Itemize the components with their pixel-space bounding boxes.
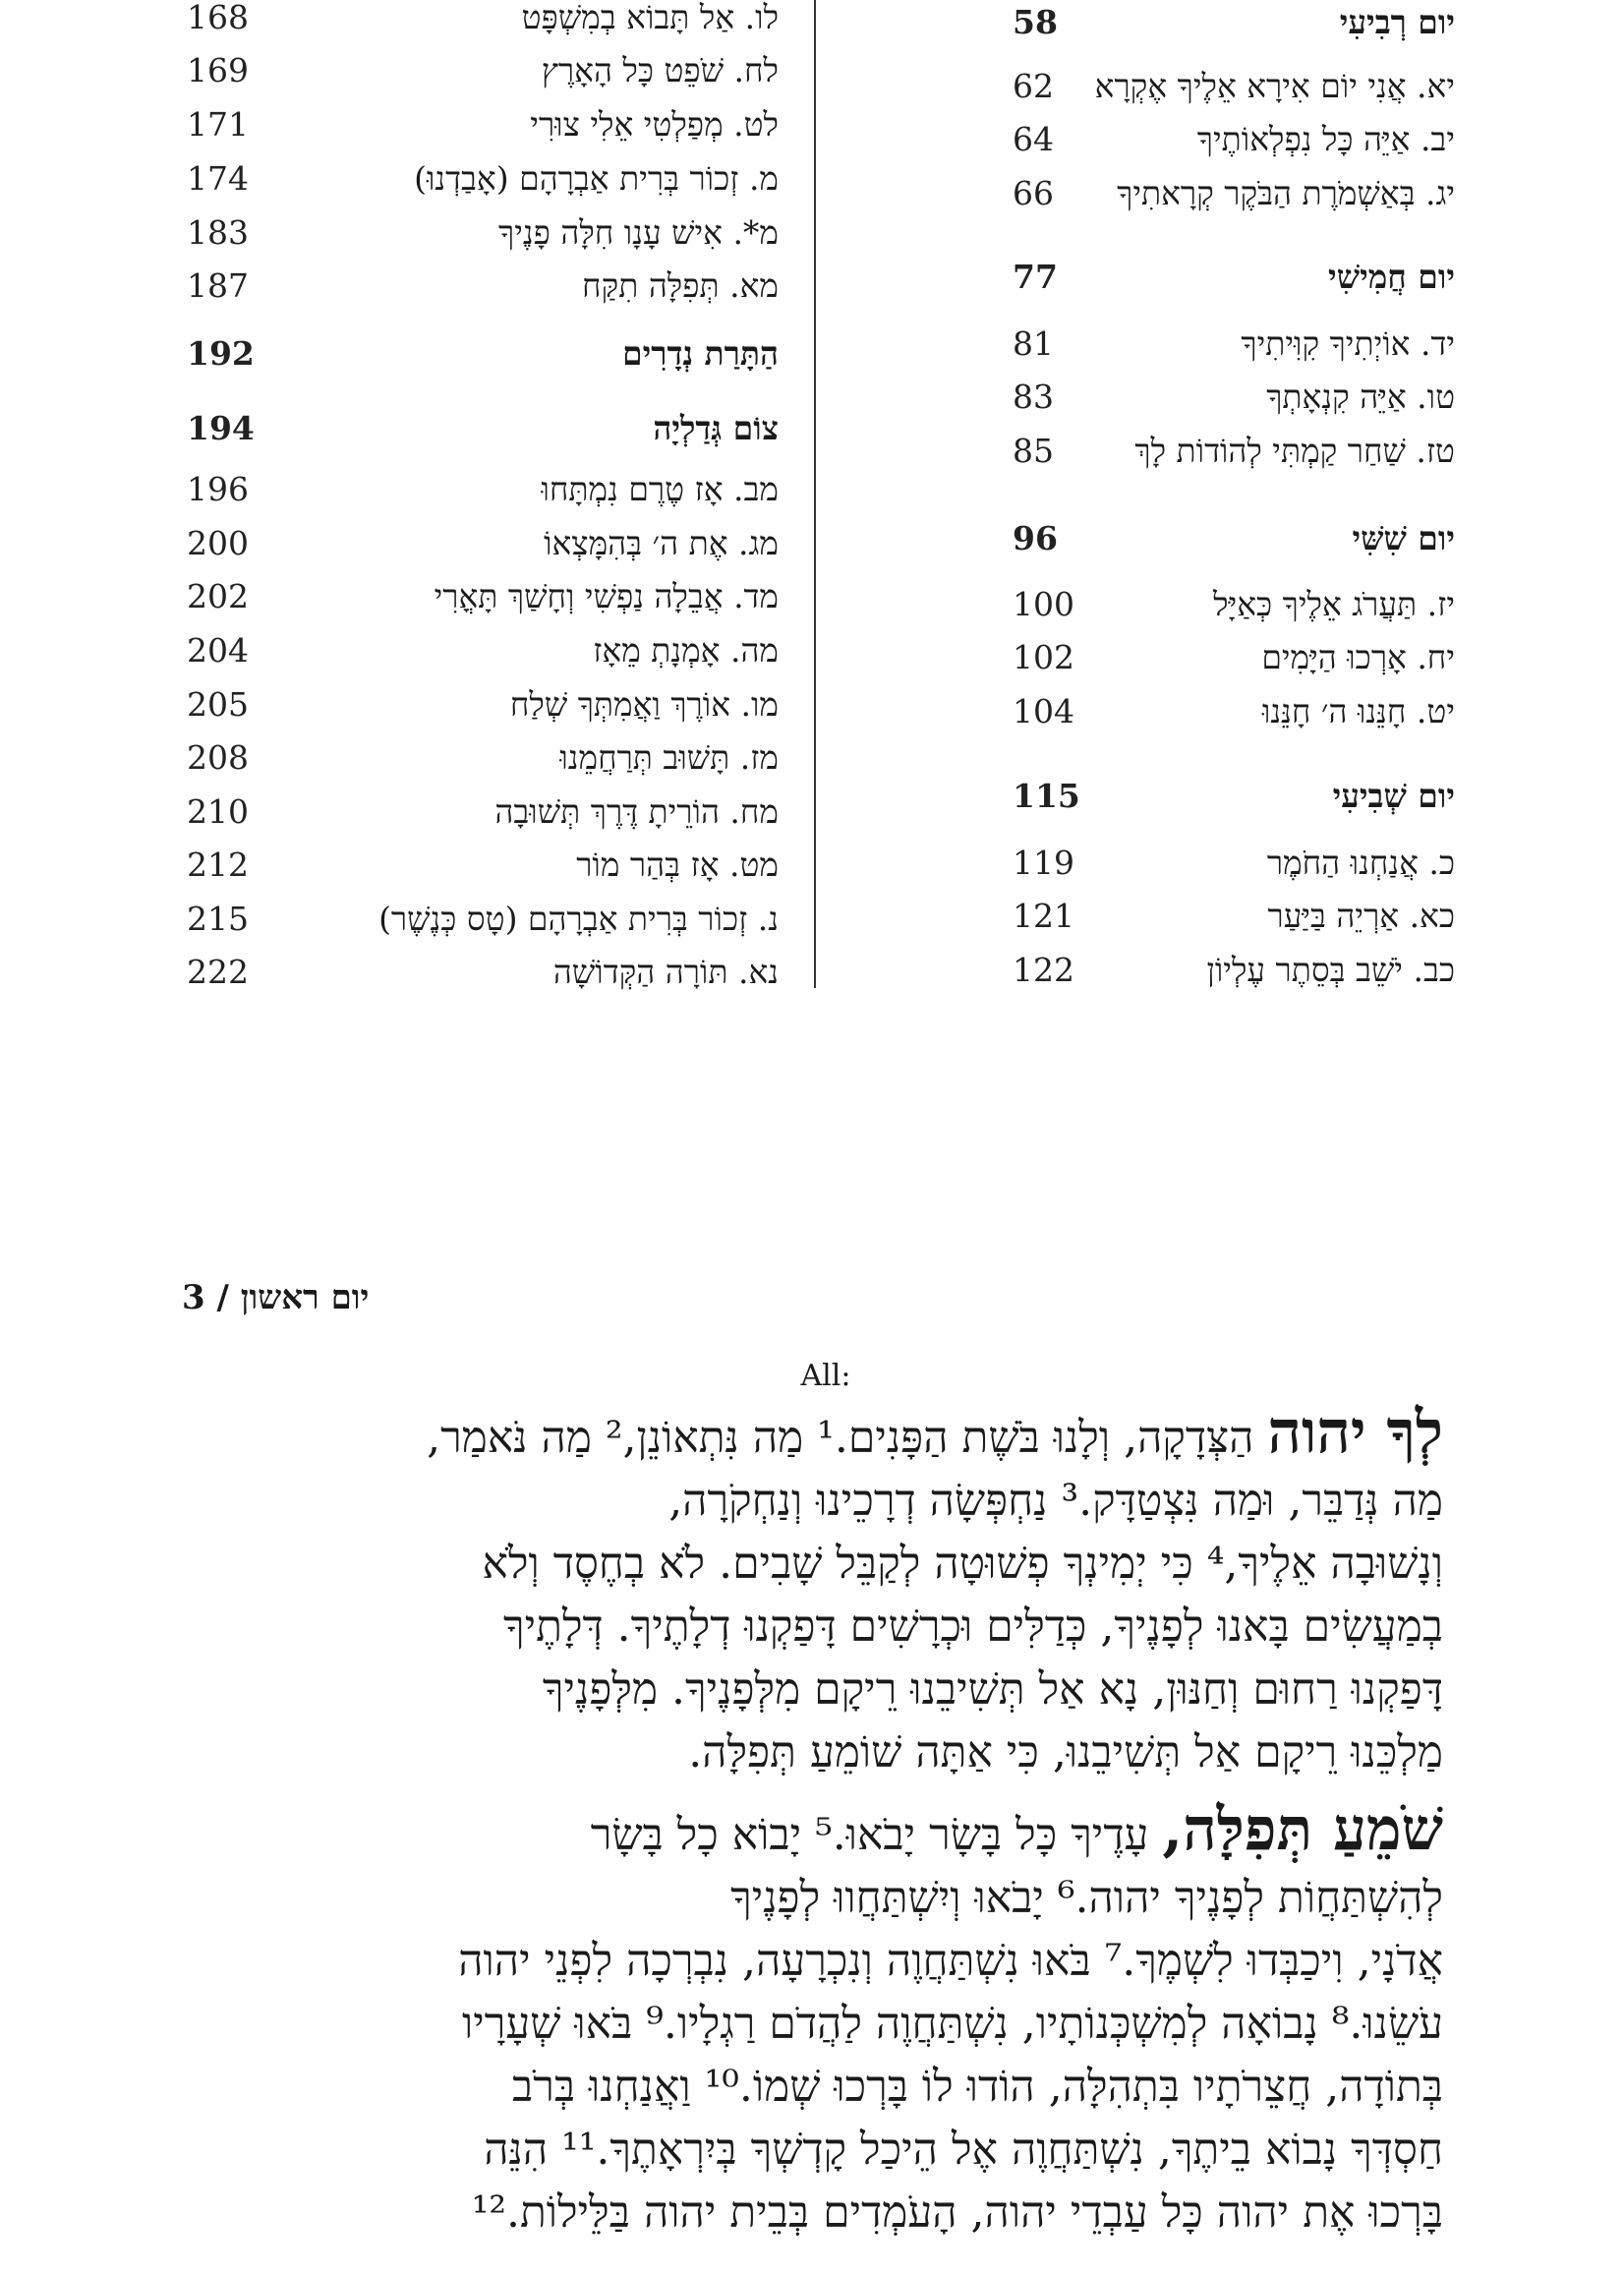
toc-entry-page: 192 [187,334,255,373]
toc-section-header [831,519,1455,568]
toc-entry-page: 64 [1013,120,1054,158]
toc-entry [177,577,806,626]
toc-entry-page: 204 [187,631,249,670]
toc-entry [177,685,806,734]
toc-entry-title: יום חֲמִישִׁי [1328,258,1455,296]
line-text: אֲדֹנָי, וִיכַבְּדוּ לִשְׁמֶךָ.⁷ בֹּאוּ נִשְׁתַּחֲוֶה וְנִכְרָעָה, נִבְרְכָה לִפְנֵי יהוה [458,1936,1443,1986]
toc-entry [831,324,1455,374]
toc-entry-title: טז. שַׁחַר קַמְתִּי לְהוֹדוֹת לָךְ [1134,432,1455,470]
line-text: בְמַעֲשִׂים בָּאנוּ לְפָנֶיךָ, כְּדַלִּים וּכְרָשִׁים דָּפַקְנוּ דְלָתֶיךָ. דְּלָתֶיךָ [502,1602,1443,1652]
toc-entry-title: נ. זְכוֹר בְּרִית אַבְרָהָם (טָס כְּנֶשֶׁר) [378,900,779,938]
toc-entry [831,638,1455,687]
text-line [185,1401,1443,1470]
toc-entry-title: מב. אָז טֶרֶם נִמְתָּחוּ [541,470,779,508]
toc-entry-page: 208 [187,738,249,777]
toc-entry-page: 58 [1013,3,1058,41]
line-text: מַה נְּדַבֵּר, וּמַה נִּצְטַדָּק.³ נַחְפְּשָׂה דְרָכֵינוּ וְנַחְקֹרָה, [668,1476,1443,1526]
line-text: עָדֶיךָ כָּל בָּשָׂר יָבֹאוּ.⁵ יָבוֹא כָל בָּשָׂר [590,1810,1149,1860]
opening-words: שֹׁמֵעַ תְּפִלָּה, [1162,1798,1443,1864]
toc-entry-title: מו. אוֹרֶךְ וַאֲמִתְּךָ שְׁלַח [509,685,779,724]
toc-entry-page: 119 [1013,844,1074,882]
toc-entry-page: 81 [1013,324,1054,363]
toc-entry-page: 83 [1013,378,1054,416]
running-head-label: יום ראשון [240,1278,370,1317]
toc-entry [831,897,1455,946]
toc-entry-title: לט. מְפַלְטִי אֵלִי צוּרִי [530,105,779,144]
toc-entry [177,51,806,100]
text-line [185,1993,1443,2056]
toc-entry-page: 121 [1013,897,1074,935]
text-line [185,1470,1443,1533]
text-line [185,1533,1443,1596]
toc-entry-title: כא. אַרְיֵה בַּיַּעַר [1267,897,1455,935]
text-line [185,1721,1443,1784]
line-text: דָּפַקְנוּ רַחוּם וְחַנּוּן, נָא אַל תְּשִׁיבֵנוּ רֵיקָם מִלְּפָנֶיךָ. מִלְּפָנֶיךָ [542,1664,1443,1715]
text-line [185,1867,1443,1930]
line-text: עֹשֵׂנוּ.⁸ נָבוֹאָה לְמִשְׁכְּנוֹתָיו, נִשְׁתַּחֲוֶה לַהֲדֹם רַגְלָיו.⁹ בֹּאוּ שְׁעָרָיו [461,1999,1443,2049]
toc-entry [177,0,806,47]
toc-entry-page: 77 [1013,258,1058,296]
toc-entry-page: 100 [1013,585,1074,623]
toc-entry-title: צוֹם גְּדַלְיָה [653,409,779,447]
toc-entry-title: לו. אַל תָּבוֹא בְמִשְׁפָּט [521,0,779,36]
toc-entry [177,631,806,680]
toc-entry-page: 169 [187,51,249,89]
table-of-contents [177,0,1455,993]
toc-entry-page: 187 [187,266,249,305]
toc-entry-page: 215 [187,900,249,938]
toc-section-header [177,334,806,383]
toc-entry [177,738,806,787]
toc-entry-page: 174 [187,159,249,198]
toc-entry [831,67,1455,116]
toc-section-header [831,777,1455,826]
toc-entry [177,900,806,949]
toc-entry-page: 62 [1013,67,1054,105]
toc-entry [177,953,806,1002]
line-text: בָּרְכוּ אֶת יהוה כָּל עַבְדֵי יהוה, הָעֹמְדִים בְּבֵית יהוה בַּלֵּילוֹת.¹² [471,2187,1443,2238]
column-divider [814,0,816,988]
toc-entry-title: יא. אֲנִי יוֹם אִירָא אֵלֶיךָ אֶקְרָא [1094,67,1455,105]
page-number: 3 [182,1278,205,1317]
toc-entry-title: יז. תַּעֲרֹג אֵלֶיךָ כְּאַיָּל [1213,585,1455,623]
toc-entry-page: 202 [187,577,249,615]
toc-entry-title: כב. יֹשֵׁב בְּסֵתֶר עֶלְיוֹן [1206,951,1455,989]
toc-entry-title: מט. אָז בְּהַר מוֹר [576,845,779,884]
toc-entry [177,792,806,842]
toc-entry [177,159,806,208]
toc-entry-title: מ. זְכוֹר בְּרִית אַבְרָהָם (אָבַדְנוּ) [414,159,779,198]
toc-entry-title: יום רְבִיעִי [1339,3,1455,41]
toc-entry-page: 200 [187,524,249,562]
toc-entry-page: 183 [187,213,249,252]
toc-entry-title: מח. הוֹרֵיתָ דֶּרֶךְ תְּשׁוּבָה [494,792,779,831]
toc-entry-title: יום שְׁבִיעִי [1332,777,1455,815]
toc-entry-title: יח. אָרְכוּ הַיָּמִים [1261,638,1455,676]
toc-entry [177,266,806,316]
toc-entry [177,845,806,895]
text-line [185,2182,1443,2245]
text-line [185,1596,1443,1659]
toc-entry-page: 196 [187,470,249,508]
toc-entry [831,692,1455,741]
toc-entry-page: 85 [1013,432,1054,470]
toc-entry-page: 96 [1013,519,1058,557]
toc-entry [831,585,1455,634]
line-text: חַסְדְּךָ נָבוֹא בֵיתֶךָ, נִשְׁתַּחֲוֶה אֶל הֵיכַל קָדְשְׁךָ בְּיִרְאָתֶךָ.¹¹ הִנֵּה [484,2125,1443,2175]
toc-entry-page: 102 [1013,638,1074,676]
toc-entry-title: הַתָּרַת נְדָרִים [622,334,779,373]
toc-entry-title: כ. אֲנַחְנוּ הַחֹמֶר [1266,844,1455,882]
toc-entry-page: 205 [187,685,249,724]
line-text: הַצְּדָקָה, וְלָנוּ בֹּשֶׁת הַפָּנִים.¹ מַה נִּתְאוֹנֵן,² מַה נֹּאמַר, [427,1413,1254,1463]
toc-entry [831,951,1455,1000]
toc-entry [831,844,1455,893]
toc-entry [177,470,806,519]
toc-entry-title: מז. תָּשׁוּב תְּרַחֲמֵנוּ [559,738,779,777]
toc-entry-title: יד. אוֹיְתִיךָ קִוִּיתִיךָ [1241,324,1455,363]
toc-entry [177,524,806,573]
line-text: בְּתוֹדָה, חֲצֵרֹתָיו בִּתְהִלָּה, הוֹדוּ לוֹ בָּרְכוּ שְׁמוֹ.¹⁰ וַאֲנַחְנוּ בְּרֹב [512,2062,1443,2112]
line-text: לְהִשְׁתַּחֲוֹת לְפָנֶיךָ יהוה.⁶ יָבֹאוּ וְיִשְׁתַּחֲווּ לְפָנֶיךָ [730,1873,1443,1923]
toc-entry-title: יב. אַיֵּה כָּל נִפְלְאוֹתֶיךָ [1196,120,1455,158]
toc-entry-title: מ*. אִישׁ עָנָו חִלָּה פָנֶיךָ [497,213,779,252]
toc-entry [831,378,1455,427]
line-text: וְנָשׁוּבָה אֵלֶיךָ,⁴ כִּי יְמִינְךָ פְשׁוּטָה לְקַבֵּל שָׁבִים. לֹא בְחֶסֶד וְלֹא [482,1539,1443,1589]
toc-entry [831,120,1455,169]
text-line [185,2119,1443,2182]
opening-words: לְךָ יהוה [1267,1401,1443,1467]
toc-entry-page: 168 [187,0,249,36]
toc-entry-title: מה. אָמְנָתְ מֵאָז [593,631,779,670]
toc-entry-page: 66 [1013,174,1054,212]
toc-entry-title: יום שִׁשִּׁי [1352,519,1455,557]
toc-entry [831,174,1455,223]
toc-entry-title: מא. תְּפִלָּה תִקַּח [582,266,779,305]
toc-entry-title: יג. בְּאַשְׁמֹרֶת הַבֹּקֶר קְרָאתִיךָ [1117,174,1455,212]
text-line [185,2056,1443,2119]
line-text: מַלְכֵּנוּ רֵיקָם אַל תְּשִׁיבֵנוּ, כִּי אַתָּה שׁוֹמֵעַ תְּפִלָּה. [688,1727,1443,1778]
toc-entry-page: 212 [187,845,249,884]
toc-section-header [831,258,1455,307]
running-head [182,1278,369,1317]
toc-entry-page: 222 [187,953,249,991]
text-line [185,1930,1443,1993]
text-line [185,1659,1443,1721]
text-line [185,1798,1443,1867]
toc-entry-page: 171 [187,105,249,144]
all-instruction: All: [800,1359,851,1393]
toc-entry-title: מג. אֶת ה׳ בְּהִמָּצְאוֹ [544,524,779,562]
toc-entry-title: טו. אַיֵּה קִנְאָתְךָ [1266,378,1455,416]
toc-entry-page: 210 [187,792,249,831]
prayer-paragraph [185,1401,1443,1784]
toc-entry [831,432,1455,481]
paragraph-gap [185,1784,1443,1798]
toc-entry-title: יט. חָנֵּנוּ ה׳ חָנֵּנוּ [1261,692,1455,730]
toc-entry-title: נא. תּוֹרָה הַקְּדוֹשָׁה [552,953,779,991]
toc-section-header [177,409,806,458]
toc-entry [177,105,806,154]
prayer-text [185,1401,1443,2245]
running-head-separator: / [216,1278,229,1317]
toc-entry-page: 104 [1013,692,1074,730]
toc-entry-title: מד. אֲבֵלָה נַפְשִׁי וְחָשַׁךְ תָּאֳרִי [434,577,779,615]
toc-entry-page: 122 [1013,951,1074,989]
toc-section-header [831,3,1455,52]
toc-entry [177,213,806,262]
toc-entry-page: 194 [187,409,255,447]
toc-entry-title: לח. שֹׁפֵט כָּל הָאָרֶץ [541,51,779,89]
prayer-paragraph [185,1798,1443,2245]
toc-entry-page: 115 [1013,777,1080,815]
